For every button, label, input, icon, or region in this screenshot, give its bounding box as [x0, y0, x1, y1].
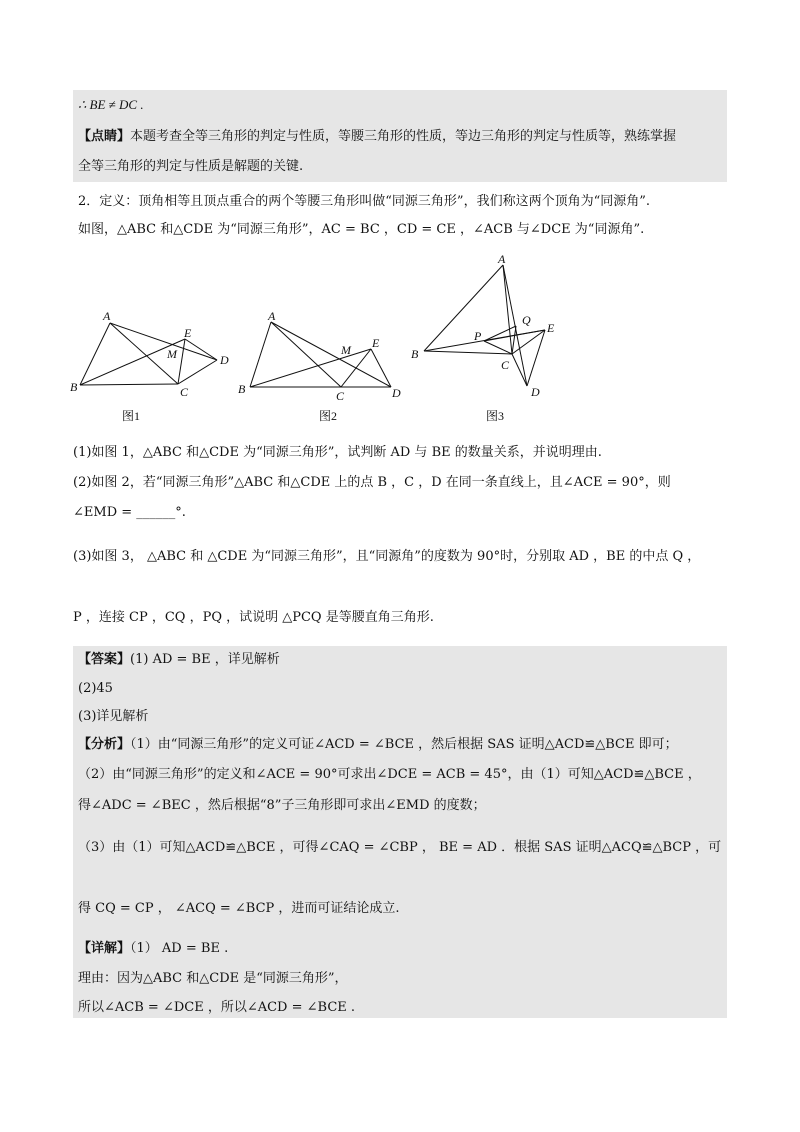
fig2-label-c: C	[336, 389, 345, 403]
fig1-label-m: M	[167, 347, 177, 361]
answer-tag: 【答案】	[78, 652, 131, 667]
fig1-caption: 图1	[122, 409, 141, 423]
detail-tag: 【详解】	[78, 941, 131, 956]
comment-line-2: 全等三角形的判定与性质是解题的关键.	[78, 159, 304, 174]
question-2-line-2: ∠EMD = ______°.	[73, 505, 186, 520]
fig2-label-e: E	[372, 336, 380, 350]
question-3-line-1: (3)如图 3， △ABC 和 △CDE 为“同源三角形”，且“同源角”的度数为 90°时，分别取 AD ，BE 的中点 Q ，	[73, 549, 701, 564]
detail-line-2: 理由：因为△ABC 和△CDE 是“同源三角形”，	[78, 971, 348, 986]
fig3-label-c: C	[501, 358, 510, 372]
analysis-line-5: 得 CQ = CP ， ∠ACQ = ∠BCP ，进而可证结论成立.	[78, 901, 400, 916]
fig3-label-p: P	[474, 329, 482, 343]
analysis-line-3: 得∠ADC = ∠BEC ，然后根据“8”子三角形即可求出∠EMD 的度数；	[78, 798, 486, 813]
fig2-label-m: M	[341, 343, 351, 357]
fig2-label-a: A	[268, 309, 276, 323]
figure-1	[70, 309, 229, 423]
fig3-caption: 图3	[486, 409, 505, 423]
analysis-tag: 【分析】	[78, 737, 131, 752]
fig3-label-d: D	[531, 385, 540, 399]
definition-line-2: 如图，△ABC 和△CDE 为“同源三角形”，AC = BC ，CD = CE ，∠ACB 与∠DCE 为“同源角”.	[78, 222, 645, 237]
answer-2: (2)45	[78, 681, 113, 696]
figures-svg	[0, 250, 800, 440]
detail-line-3: 所以∠ACB = ∠DCE ，所以∠ACD = ∠BCE .	[78, 1000, 356, 1015]
detail-text-1: （1） AD = BE .	[130, 941, 229, 956]
fig1-label-a: A	[103, 309, 111, 323]
analysis-text-1: （1）由“同源三角形”的定义可证∠ACD = ∠BCE ，然后根据 SAS 证明△ACD≌△BCE 即可；	[130, 737, 678, 752]
fig1-label-e: E	[184, 326, 192, 340]
answer-1: (1) AD = BE ，详见解析	[130, 652, 280, 667]
conclusion-line: ∴ BE ≠ DC .	[78, 97, 144, 112]
analysis-line-4: （3）由（1）可知△ACD≌△BCE ，可得∠CAQ = ∠CBP ， BE = AD ．根据 SAS 证明△ACQ≌△BCP ，可	[78, 840, 722, 855]
fig3-label-b: B	[411, 347, 419, 361]
definition-line-1: 2．定义：顶角相等且顶点重合的两个等腰三角形叫做“同源三角形”，我们称这两个顶角为“同源角”.	[78, 194, 650, 209]
figure-2	[238, 309, 401, 423]
fig1-label-d: D	[220, 353, 229, 367]
question-2-line-1: (2)如图 2，若“同源三角形”△ABC 和△CDE 上的点 B ，C ，D 在同一条直线上，且∠ACE = 90°，则	[73, 475, 671, 490]
fig1-label-c: C	[180, 385, 189, 399]
fig3-label-a: A	[498, 252, 506, 266]
fig2-label-b: B	[238, 382, 246, 396]
analysis-line-1	[78, 736, 678, 754]
question-3-line-2: P ，连接 CP ，CQ ，PQ ，试说明 △PCQ 是等腰直角三角形.	[73, 610, 434, 625]
comment-line-1	[78, 128, 676, 146]
detail-line-1	[78, 940, 228, 958]
figure-3	[411, 252, 555, 423]
fig3-label-q: Q	[522, 313, 531, 327]
question-1: (1)如图 1，△ABC 和△CDE 为“同源三角形”，试判断 AD 与 BE 的数量关系，并说明理由.	[73, 445, 602, 460]
analysis-line-2: （2）由“同源三角形”的定义和∠ACE = 90°可求出∠DCE = ACB = 45°，由（1）可知△ACD≌△BCE ，	[78, 767, 701, 782]
fig3-label-e: E	[547, 321, 555, 335]
answer-line-1	[78, 651, 280, 669]
answer-box	[73, 646, 727, 1018]
comment-text-1: 本题考查全等三角形的判定与性质，等腰三角形的性质，等边三角形的判定与性质等，熟练掌握	[130, 129, 677, 144]
fig2-caption: 图2	[319, 409, 338, 423]
answer-3: (3)详见解析	[78, 709, 149, 724]
fig1-label-b: B	[70, 380, 78, 394]
comment-tag: 【点睛】	[78, 129, 131, 144]
fig2-label-d: D	[392, 386, 401, 400]
